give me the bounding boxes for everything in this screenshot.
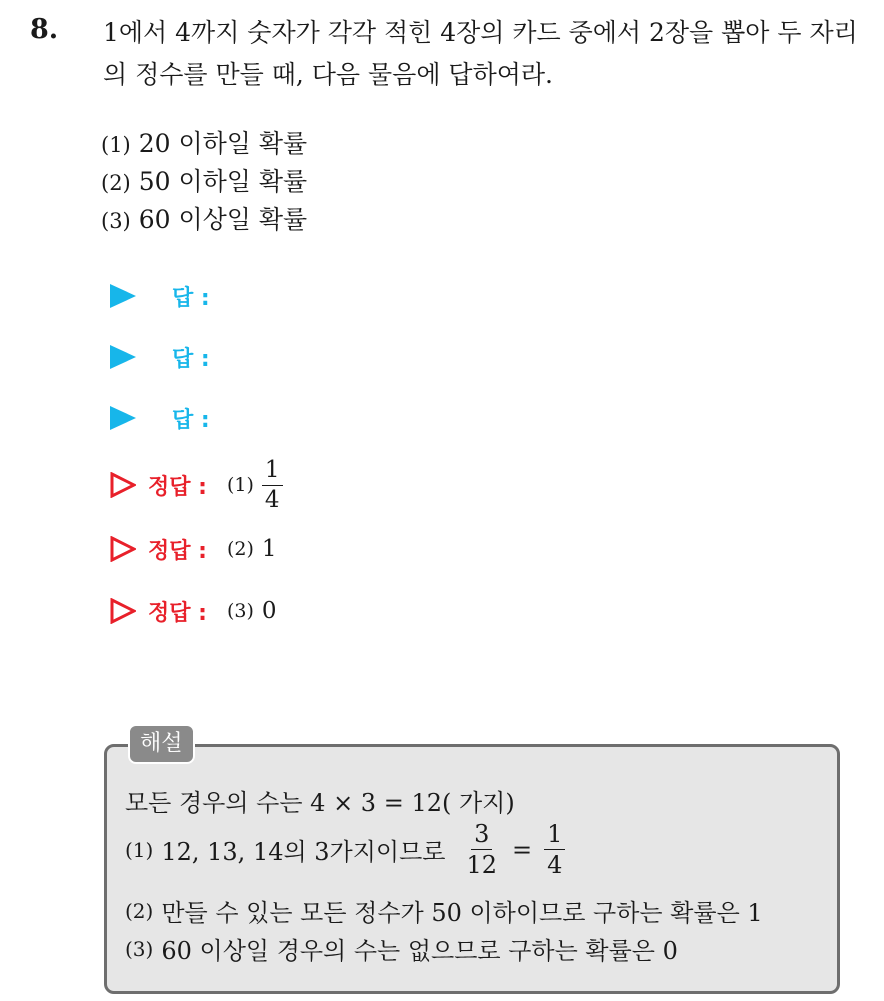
answer-label: 답 :: [172, 285, 210, 311]
fraction-numerator: 3: [471, 822, 492, 850]
subquestion-label: (1): [101, 133, 131, 157]
explanation-line-3: [125, 931, 678, 966]
question-text: 1에서 4까지 숫자가 각각 적힌 4장의 카드 중에서 2장을 뽑아 두 자리의 정수를 만들 때, 다음 물음에 답하여라.: [103, 18, 858, 89]
explanation-line-2: [125, 893, 763, 928]
subquestion-1: [101, 124, 307, 160]
fraction: [463, 822, 500, 877]
subquestion-label: (3): [101, 209, 131, 233]
fraction-numerator: 1: [544, 822, 565, 850]
correct-value-label: (3): [226, 600, 254, 622]
answer-row-1[interactable]: [110, 276, 210, 316]
correct-value-text: 1: [261, 536, 277, 562]
play-triangle-icon: [110, 406, 136, 430]
question-number: 8.: [30, 14, 59, 45]
explanation-label: (1): [125, 837, 154, 862]
correct-value: [226, 456, 283, 513]
fraction: [544, 822, 565, 877]
fraction-denominator: 4: [264, 486, 280, 513]
answer-row-3[interactable]: [110, 398, 210, 438]
correct-label: 정답 :: [148, 600, 207, 626]
correct-value-label: (2): [226, 538, 254, 560]
subquestion-text: 60 이상일 확률: [138, 205, 308, 234]
correct-value-label: (1): [226, 474, 254, 496]
fraction: [262, 456, 283, 513]
explanation-label: (3): [125, 936, 154, 961]
subquestion-2: [101, 162, 307, 198]
correct-value: [227, 536, 277, 562]
correct-answer-row-2: [110, 529, 277, 569]
answer-label: 답 :: [172, 346, 210, 372]
play-triangle-icon: [110, 345, 136, 369]
subquestion-3: [101, 200, 307, 236]
subquestion-text: 20 이하일 확률: [138, 129, 308, 158]
explanation-label: (2): [125, 898, 154, 923]
subquestion-label: (2): [101, 171, 131, 195]
correct-label: 정답 :: [148, 474, 207, 500]
correct-label: 정답 :: [148, 538, 207, 564]
explanation-text: 만들 수 있는 모든 정수가 50 이하이므로 구하는 확률은 1: [161, 899, 763, 927]
fraction-denominator: 4: [547, 851, 563, 879]
play-triangle-icon: [110, 284, 136, 308]
correct-value-text: 0: [261, 598, 277, 624]
explanation-text: 60 이상일 경우의 수는 없으므로 구하는 확률은 0: [161, 937, 678, 965]
correct-value: [227, 598, 277, 624]
fraction-numerator: 1: [262, 459, 283, 486]
outline-triangle-icon: [110, 598, 136, 624]
answer-row-2[interactable]: [110, 337, 210, 377]
equals-sign: =: [512, 835, 533, 864]
outline-triangle-icon: [110, 472, 136, 498]
fraction-denominator: 12: [466, 851, 498, 879]
explanation-text: 12, 13, 14의 3가지이므로: [161, 838, 446, 866]
explanation-tag: 해설: [128, 724, 195, 764]
explanation-line-0: 모든 경우의 수는 4 × 3 = 12( 가지): [125, 789, 515, 817]
outline-triangle-icon: [110, 536, 136, 562]
subquestion-text: 50 이하일 확률: [138, 167, 308, 196]
correct-answer-row-3: [110, 591, 277, 631]
explanation-line-1: [125, 822, 565, 877]
answer-label: 답 :: [172, 407, 210, 433]
correct-answer-row-1: [110, 456, 283, 513]
